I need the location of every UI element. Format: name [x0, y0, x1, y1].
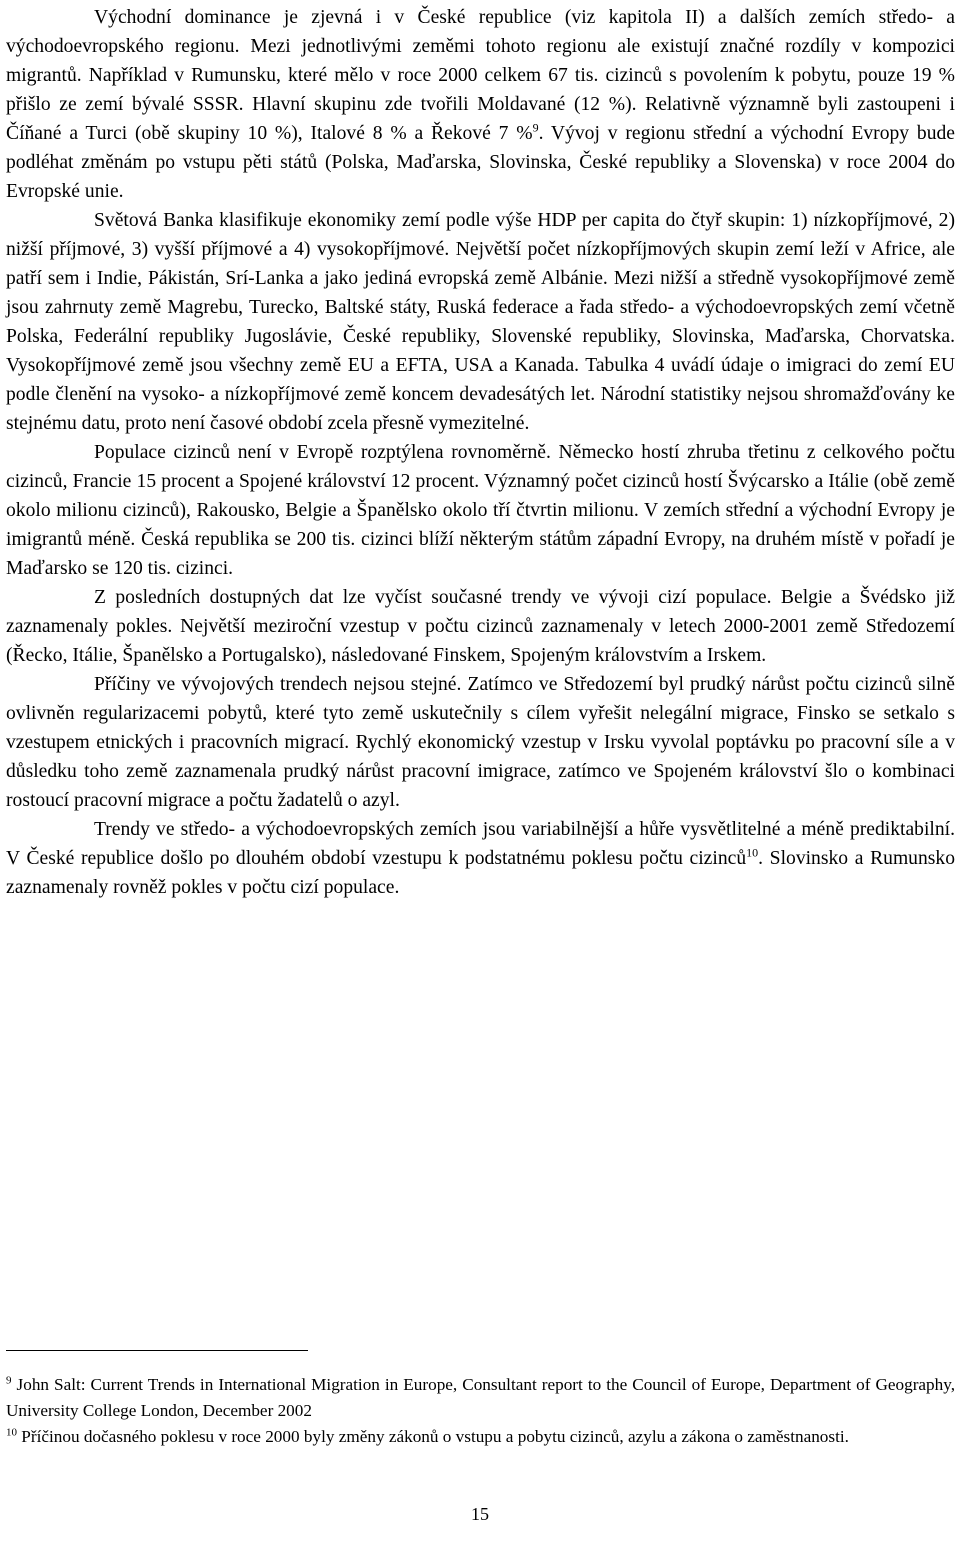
footnote-number: 9 [6, 1374, 12, 1387]
document-body [6, 3, 955, 902]
paragraph-4 [6, 583, 955, 670]
paragraph-text: Příčiny ve vývojových trendech nejsou stejné. Zatímco ve Středozemí byl prudký nárůst počtu cizinců silně ovlivněn regularizacemi pobytů, které tyto země uskutečnily s cílem vyřešit nelegální migrace, Finsko se setkalo s vzestupem etnických i pracovních migrací. Rychlý ekonomický vzestup v Irsku vyvolal poptávku po pracovní síle a v důsledku toho země zaznamenala prudký nárůst pracovní imigrace, zatímco ve Spojeném království šlo o kombinaci rostoucí pracovní migrace a počtu žadatelů o azyl. [6, 674, 955, 811]
footnote-text: Příčinou dočasného poklesu v roce 2000 byly změny zákonů o vstupu a pobytu cizinců, azylu a zákona o zaměstnanosti. [21, 1427, 849, 1446]
footnote-10 [6, 1424, 955, 1450]
footnote-ref-9[interactable]: 9 [532, 120, 539, 135]
paragraph-6 [6, 815, 955, 902]
paragraph-text: . Vývoj v regionu střední a východní Evropy bude podléhat změnám po vstupu pěti států (Polska, Maďarska, Slovinska, České republiky a Slovenska) v roce 2004 do Evropské unie. [6, 123, 955, 202]
footnote-number: 10 [6, 1426, 17, 1439]
paragraph-2 [6, 206, 955, 438]
footnote-9 [6, 1372, 955, 1424]
footnotes [6, 1372, 955, 1450]
footnote-ref-10[interactable]: 10 [746, 845, 759, 860]
paragraph-1 [6, 3, 955, 206]
page-number: 15 [471, 1504, 489, 1524]
paragraph-text: Trendy ve středo- a východoevropských zemích jsou variabilnější a hůře vysvětlitelné a méně prediktabilní. V České republice došlo po dlouhém období vzestupu k podstatnému poklesu počtu cizinců [6, 819, 955, 869]
paragraph-text: Východní dominance je zjevná i v České republice (viz kapitola II) a dalších zemích středo- a východoevropského regionu. Mezi jednotlivými zeměmi tohoto regionu ale existují značné rozdíly v kompozici migrantů. Například v Rumunsku, které mělo v roce 2000 celkem 67 tis. cizinců s povolením k pobytu, pouze 19 % přišlo ze zemí bývalé SSSR. Hlavní skupinu zde tvořili Moldavané (12 %). Relativně významně byli zastoupeni i Číňané a Turci (obě skupiny 10 %), Italové 8 % a Řekové 7 % [6, 7, 955, 144]
paragraph-3 [6, 438, 955, 583]
paragraph-text: Světová Banka klasifikuje ekonomiky zemí podle výše HDP per capita do čtyř skupin: 1) nízkopříjmové, 2) nižší příjmové, 3) vyšší příjmové a 4) vysokopříjmové. Největší počet nízkopříjmových skupin zemí leží v Africe, ale patří sem i Indie, Pákistán, Srí-Lanka a jako jediná evropská země Albánie. Mezi nižší a středně vysokopříjmové země jsou zahrnuty země Magrebu, Turecko, Baltské státy, Ruská federace a řada středo- a východoevropských zemí včetně Polska, Federální republiky Jugoslávie, České republiky, Slovenské republiky, Slovinska, Maďarska, Chorvatska. Vysokopříjmové země jsou všechny země EU a EFTA, USA a Kanada. Tabulka 4 uvádí údaje o imigraci do zemí EU podle členění na vysoko- a nízkopříjmové země koncem devadesátých let. Národní statistiky nejsou shromažďovány ke stejnému datu, proto není časové období zcela přesně vymezitelné. [6, 210, 955, 434]
paragraph-text: Z posledních dostupných dat lze vyčíst současné trendy ve vývoji cizí populace. Belgie a Švédsko již zaznamenaly pokles. Největší meziroční vzestup v počtu cizinců zaznamenaly v letech 2000-2001 země Středozemí (Řecko, Itálie, Španělsko a Portugalsko), následované Finskem, Spojeným královstvím a Irskem. [6, 587, 955, 666]
footnote-separator [6, 1350, 308, 1351]
paragraph-5 [6, 670, 955, 815]
paragraph-text: Populace cizinců není v Evropě rozptýlena rovnoměrně. Německo hostí zhruba třetinu z celkového počtu cizinců, Francie 15 procent a Spojené království 12 procent. Významný počet cizinců hostí Švýcarsko a Itálie (obě země okolo milionu cizinců), Rakousko, Belgie a Španělsko okolo tří čtvrtin milionu. V zemích střední a východní Evropy je imigrantů méně. Česká republika se 200 tis. cizinci blíží některým státům západní Evropy, na druhém místě v pořadí je Maďarsko se 120 tis. cizinci. [6, 442, 955, 579]
paragraph-text: . Slovinsko a Rumunsko zaznamenaly rovněž pokles v počtu cizí populace. [6, 848, 955, 898]
footnote-text: John Salt: Current Trends in International Migration in Europe, Consultant report to the Council of Europe, Department of Geography, University College London, December 2002 [6, 1375, 956, 1420]
